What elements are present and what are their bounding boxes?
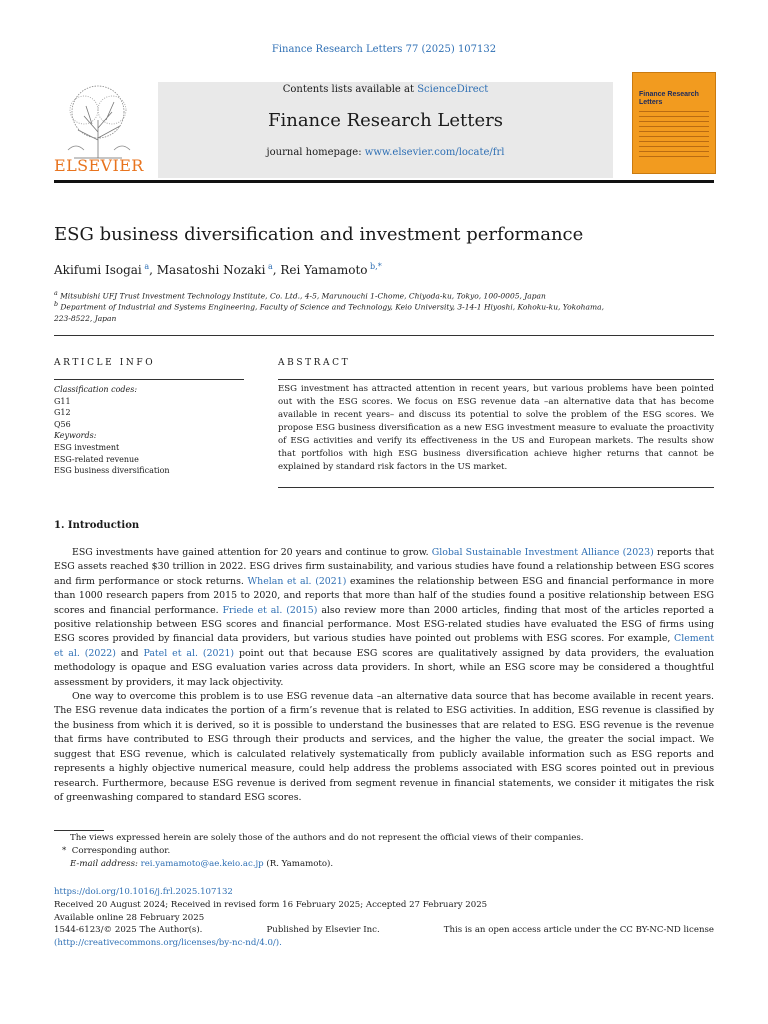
author-name[interactable]: Masatoshi Nozaki	[156, 263, 266, 277]
keyword: ESG-related revenue	[54, 454, 139, 464]
article-info-heading: ARTICLE INFO	[54, 358, 156, 368]
citation-link[interactable]: Patel et al. (2021)	[143, 647, 235, 659]
citation-link[interactable]: Whelan et al. (2021)	[247, 575, 347, 587]
keyword: ESG business diversification	[54, 466, 170, 476]
paper-title: ESG business diversification and investment performance	[54, 224, 584, 245]
citation-link[interactable]: Clement et al. (2022)	[54, 633, 714, 659]
journal-name: Finance Research Letters	[267, 110, 503, 131]
license-link[interactable]: (http://creativecommons.org/licenses/by-nc-nd/4.0/).	[54, 938, 282, 949]
affiliation-marker[interactable]: b,*	[370, 262, 382, 271]
homepage-link[interactable]: www.elsevier.com/locate/frl	[364, 147, 505, 158]
available-online: Available online 28 February 2025	[54, 912, 205, 923]
keywords-label: Keywords:	[54, 431, 97, 441]
paragraph: ESG investments have gained attention for 20 years and continue to grow. Global Sustainable Investment Alliance (2023) reports that ESG assets reached $30 trillion in 2022. ESG drives firm sustainability, and various studies have found a relationship between ESG scores and firm performance or stock returns. Whelan et al. (2021) examines the relationship between ESG and financial performance in more than 1000 research papers from 2015 to 2020, and reports that more than half of the studies found a positive relationship between ESG scores and financial performance. Friede et al. (2015) also review more than 2000 articles, finding that most of the articles reported a positive relationship between ESG scores and financial performance. Most ESG-related studies have evaluated the ESG of firms using ESG scores provided by financial data providers, but various studies have pointed out problems with ESG scores. For example, Clement et al. (2022) and Patel et al. (2021) point out that because ESG scores are qualitatively assigned by data providers, the evaluation methodology is opaque and ESG evaluation varies across data providers. In short, while an ESG score may be considered a thoughtful assessment by providers, it may lack objectivity.	[54, 547, 715, 688]
footnote-email: E-mail address: rei.yamamoto@ae.keio.ac.jp (R. Yamamoto).	[70, 859, 334, 869]
author-name[interactable]: Rei Yamamoto	[280, 263, 368, 277]
divider	[278, 379, 714, 380]
footnote-disclaimer: The views expressed herein are solely those of the authors and do not represent the official views of their companies.	[70, 833, 584, 843]
homepage-line: journal homepage: www.elsevier.com/locate/frl	[266, 147, 505, 158]
classification-code: G12	[54, 408, 71, 418]
masthead-rule	[54, 180, 714, 183]
classification-code: G11	[54, 396, 71, 406]
affiliation-b: $^b$ Department of Industrial and Systems Engineering, Faculty of Science and Technology, Keio University, 3-14-1 Hiyoshi, Kohoku-ku, Yokohama, 223-8522, Japan	[54, 301, 604, 323]
paragraph: One way to overcome this problem is to use ESG revenue data –an alternative data source that has become available in recent years. The ESG revenue data indicates the portion of a firm’s revenue that is related to ESG activities. In addition, ESG revenue is classified by the business from which it is derived, so it is possible to understand the businesses that are related to ESG. ESG revenue is the revenue that firms have contributed to ESG through their products and services, and the higher the value, the greater the social impact. We suggest that ESG revenue, which is calculated relatively systematically from publicly available information such as ESG reports and represents a highly objective numerical measure, could help address the problems associated with ESG scores pointed out in previous research. Furthermore, because ESG revenue is derived from segment revenue in financial statements, we consider it mitigates the risk of greenwashing compared to standard ESG scores.	[54, 691, 714, 803]
classification-label: Classification codes:	[54, 385, 138, 394]
contents-line: Contents lists available at ScienceDirect	[282, 84, 489, 95]
journal-cover-thumbnail	[632, 72, 716, 174]
abstract-heading: ABSTRACT	[278, 358, 351, 368]
affiliation-a: $^a$ Mitsubishi UFJ Trust Investment Technology Institute, Co. Ltd., 4-5, Marunouchi 1-Chome, Chiyoda-ku, Tokyo, 100-0005, Japan	[54, 290, 546, 301]
divider	[278, 487, 714, 488]
affiliation-marker[interactable]: a	[267, 262, 273, 271]
sciencedirect-link[interactable]: ScienceDirect	[417, 84, 489, 95]
footnote-rule	[54, 830, 104, 831]
citation-link[interactable]: Global Sustainable Investment Alliance (2023)	[431, 547, 654, 558]
introduction-body	[54, 546, 714, 805]
divider	[54, 379, 244, 380]
section-heading-introduction: 1. Introduction	[54, 520, 140, 531]
author-name[interactable]: Akifumi Isogai	[54, 263, 142, 277]
article-footer	[54, 886, 714, 950]
footnote-corresponding: * Corresponding author.	[62, 846, 171, 856]
author-list: Akifumi Isogai $^a$, Masatoshi Nozaki $^a$, Rei Yamamoto $^{b,*}$	[54, 262, 382, 277]
article-info	[54, 384, 244, 477]
abstract-text: ESG investment has attracted attention in recent years, but various problems have been pointed out with the ESG scores. We focus on ESG revenue data –an alternative data that has become available in recent years– and discuss its potential to solve the problem of the ESG scores. We propose ESG business diversification as a new ESG investment measure to evaluate the proactivity of ESG activities and verify its effectiveness in the US and European markets. The results show that portfolios with high ESG business diversification achieve higher returns that cannot be explained by standard risk factors in the US market.	[278, 384, 714, 472]
affiliation-marker[interactable]: a	[144, 262, 150, 271]
cover-title: Finance Research Letters	[639, 91, 699, 106]
citation-link[interactable]: Friede et al. (2015)	[222, 604, 318, 616]
classification-code: Q56	[54, 419, 71, 429]
email-link[interactable]: rei.yamamoto@ae.keio.ac.jp	[140, 859, 264, 869]
received-dates: Received 20 August 2024; Received in revised form 16 February 2025; Accepted 27 February 2025	[54, 899, 488, 910]
publisher-name: ELSEVIER	[54, 156, 144, 175]
masthead	[54, 72, 714, 184]
keyword: ESG investment	[54, 442, 120, 452]
cover-text-lines	[639, 111, 709, 161]
divider	[54, 335, 714, 336]
journal-banner	[158, 82, 613, 178]
footnotes	[54, 832, 714, 871]
doi-link[interactable]: https://doi.org/10.1016/j.frl.2025.107132	[54, 887, 233, 897]
license-line: 1544-6123/© 2025 The Author(s). Published by Elsevier Inc. This is an open access article under the CC BY-NC-ND license	[54, 925, 714, 936]
journal-reference[interactable]: Finance Research Letters 77 (2025) 107132	[271, 44, 497, 55]
